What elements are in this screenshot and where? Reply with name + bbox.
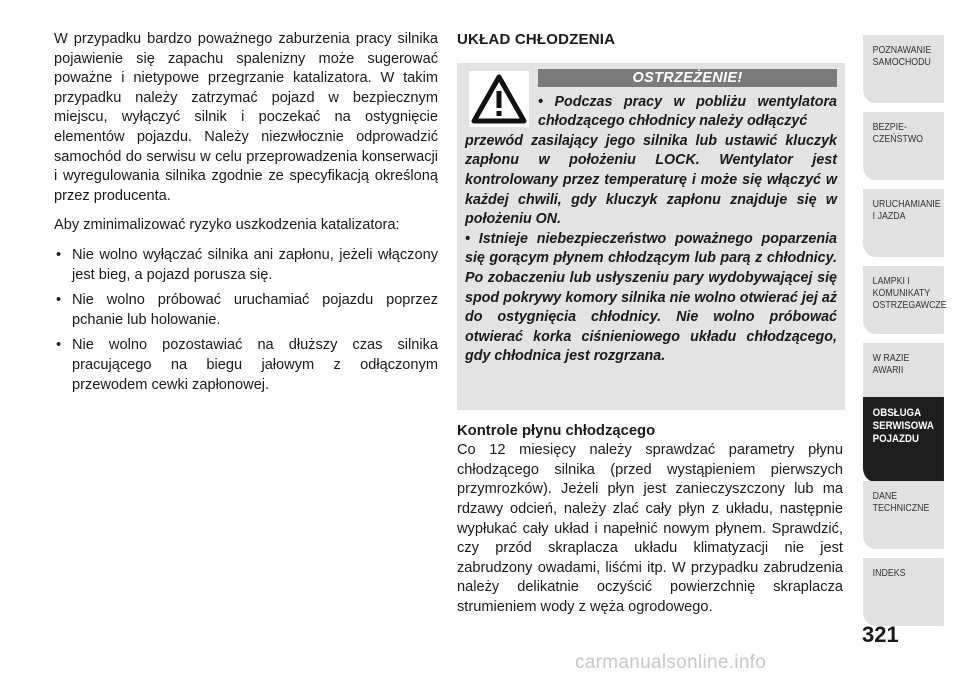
page-number: 321 — [862, 622, 899, 647]
list-item: • Nie wolno próbować uruchamiać pojazdu poprzez pchanie lub holowanie. — [54, 291, 438, 330]
left-column — [54, 30, 438, 401]
warning-bullet-1-lead: • Podczas pracy w pobliżu wentylatora chłodzącego chłodnicy należy odłączyć — [538, 93, 837, 130]
catalyst-bullet-list — [54, 246, 438, 395]
coolant-check-heading: Kontrole płynu chłodzącego — [457, 422, 656, 439]
warning-triangle-icon — [469, 71, 529, 127]
tab-lampki-i-komunikaty[interactable]: LAMPKI I KOMUNIKATY OSTRZEGAWCZE — [863, 266, 944, 334]
list-item: • Nie wolno wyłączać silnika ani zapłonu, jeżeli włączony jest bieg, a pojazd porusza się. — [54, 246, 438, 285]
section-heading: UKŁAD CHŁODZENIA — [457, 31, 616, 48]
warning-bullet-1-rest: przewód zasilający jego silnika lub ustawić kluczyk zapłonu w położeniu LOCK. Wentylator jest kontrolowany przez temperaturę i może się włączyć w każdej chwili, gdy kluczyk zapłonu znajduje się w położeniu ON. — [465, 132, 837, 228]
tab-obsluga-serwisowa[interactable]: OBSŁUGA SERWISOWA POJAZDU — [863, 397, 944, 482]
watermark: carmanualsonline.info — [575, 652, 767, 673]
warning-text — [465, 93, 837, 367]
catalyst-paragraph: W przypadku bardzo poważnego zaburzenia pracy silnika pojawienie się zapachu spalenizny może sugerować poważne i nietypowe przegrzanie katalizatora. W takim przypadku należy zatrzymać pojazd w bezpiecznym miejscu, wyłączyć silnik i poczekać na ostygnięcie elementów pojazdu. Należy niezwłocznie odprowadzić samochód do serwisu w celu przeprowadzenia konserwacji i wyregulowania silnika zgodnie ze specyfikacją określoną przez producenta. — [54, 31, 438, 204]
list-item: • Nie wolno pozostawiać na dłuższy czas silnika pracującego na biegu jałowym z odłączonym przewodem cewki zapłonowej. — [54, 336, 438, 395]
tab-w-razie-awarii[interactable]: W RAZIE AWARII — [863, 343, 944, 411]
catalyst-intro: Aby zminimalizować ryzyko uszkodzenia katalizatora: — [54, 217, 400, 234]
tab-uruchamianie-i-jazda[interactable]: URUCHAMIANIE I JAZDA — [863, 189, 944, 257]
warning-title: OSTRZEŻENIE! — [538, 69, 837, 87]
tab-indeks[interactable]: INDEKS — [863, 558, 944, 626]
coolant-check-paragraph: Co 12 miesięcy należy sprawdzać parametry płynu chłodzącego silnika (przed wystąpieniem pierwszych przymrozków). Jeżeli płyn jest zanieczyszczony lub ma rdzawy odcień, należy zlać cały płyn z układu, następnie wypłukać cały układ i napełnić nowym płynem. Sprawdzić, czy przód skraplacza układu klimatyzacji nie jest zabrudzony owadami, liśćmi itp. W przypadku zabrudzenia należy delikatnie oczyścić powierzchnię skraplacza strumieniem wody z węża ogrodowego. — [457, 442, 843, 615]
warning-bullet-2: • Istnieje niebezpieczeństwo poważnego poparzenia się gorącym płynem chłodzącym lub parą z chłodnicy. Po zobaczeniu lub usłyszeniu pary wydobywającej się spod pokrywy komory silnika nie wolno otwierać jej aż do ostygnięcia chłodnicy. Nie wolno próbować otwierać korka ciśnieniowego układu chłodzącego, gdy chłodnica jest rozgrzana. — [465, 230, 837, 365]
tab-dane-techniczne[interactable]: DANE TECHNICZNE — [863, 481, 944, 549]
tab-bezpieczenstwo[interactable]: BEZPIE- CZEŃSTWO — [863, 112, 944, 180]
right-column — [457, 30, 843, 618]
warning-box — [457, 63, 845, 410]
chapter-tabs — [860, 0, 960, 678]
tab-poznawanie-samochodu[interactable]: POZNAWANIE SAMOCHODU — [863, 35, 944, 103]
